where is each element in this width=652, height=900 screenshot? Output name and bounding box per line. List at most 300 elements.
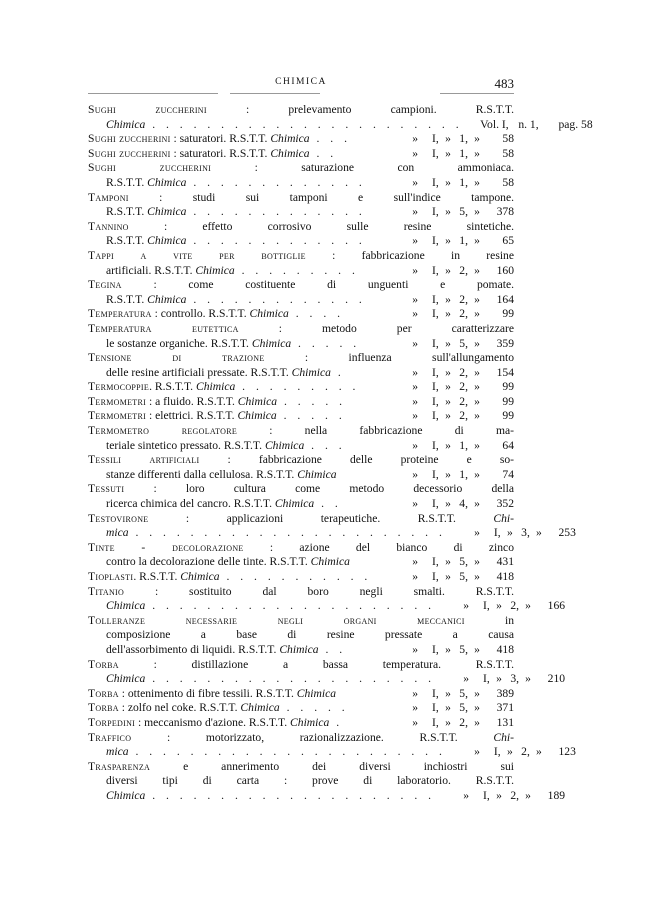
leader-dots: . . . — [304, 438, 346, 452]
issue-number: 2, — [459, 307, 468, 321]
volume-number: I, — [432, 686, 439, 700]
entry-line — [88, 337, 514, 352]
leader-dots: . . . . . . . . . . . . . — [186, 292, 366, 306]
entry-text — [88, 409, 384, 424]
entry-heading: Sughi zuccherini — [88, 103, 207, 116]
ditto-mark: » — [445, 497, 451, 511]
entry-text — [88, 220, 514, 235]
leader-dots: . . . . . . . . . . . . . — [186, 234, 366, 248]
entry-text — [88, 672, 435, 687]
volume-reference — [384, 468, 514, 483]
entry-description: : meccanismo d'azione. R.S.T.T. — [135, 715, 291, 729]
entry-line — [88, 439, 514, 454]
page-reference: 99 — [502, 394, 514, 408]
leader-dots: . . — [314, 497, 342, 511]
entry-line — [88, 672, 566, 687]
index-entry — [88, 584, 566, 614]
leader-dots: . . . . . . . . . . . . . . . . . . . . . — [145, 672, 436, 686]
entry-line — [88, 731, 514, 746]
entry-description: : distillazione a bassa temperatura. R.S.T.T. — [118, 657, 514, 671]
volume-number: I, — [432, 497, 439, 511]
spacer — [418, 293, 432, 308]
page-reference: 99 — [502, 380, 514, 394]
index-entry — [88, 657, 566, 687]
page-reference: 74 — [502, 467, 514, 481]
ditto-mark: » — [412, 570, 418, 583]
entry-text — [88, 599, 435, 614]
volume-reference — [384, 395, 514, 410]
volume-reference — [384, 366, 514, 381]
entry-text — [88, 337, 384, 352]
page-reference: 418 — [496, 570, 514, 583]
page-reference: 64 — [502, 438, 514, 452]
journal-name: Chimica — [106, 599, 146, 613]
journal-name: Chimica — [270, 132, 310, 146]
entry-heading: Tamponi — [88, 190, 129, 204]
ditto-mark: » — [412, 467, 418, 481]
entry-description: R.S.T.T. — [106, 292, 148, 306]
entry-text — [88, 716, 384, 731]
index-entry — [88, 614, 514, 658]
ditto-mark: » — [474, 365, 480, 379]
volume-number: I, — [493, 526, 501, 540]
index-entry — [88, 511, 576, 541]
entry-description: composizione a base di resine pressate a causa — [106, 628, 514, 642]
entry-description: . R.S.T.T. — [133, 570, 181, 583]
ditto-mark: » — [412, 205, 418, 219]
entry-text — [88, 701, 384, 716]
spacer — [418, 366, 432, 381]
entry-heading: Sughi zuccherini — [88, 161, 212, 175]
ditto-mark: » — [474, 292, 480, 306]
ditto-mark: » — [506, 526, 513, 540]
entry-heading: Torpedini — [88, 715, 136, 729]
ditto-mark: » — [412, 234, 418, 248]
page-reference: 131 — [496, 715, 514, 729]
leader-dots: . . . . . . . . . . . . . — [186, 175, 366, 189]
spacer — [418, 468, 432, 483]
ditto-mark: » — [535, 526, 542, 540]
entry-heading: Termocoppie — [88, 380, 150, 394]
volume-number: I, — [432, 570, 439, 583]
index-entries — [88, 103, 593, 804]
entry-line — [88, 249, 514, 264]
entry-description: : saturazione con ammoniaca. — [211, 161, 514, 175]
page-reference: 389 — [496, 686, 514, 700]
ditto-mark: » — [412, 175, 418, 189]
ditto-mark: » — [412, 146, 418, 160]
ditto-mark: » — [445, 642, 451, 656]
journal-name: Chimica — [264, 438, 305, 452]
spacer — [469, 599, 483, 614]
entry-heading: Termometri — [88, 394, 147, 408]
volume-number: I, — [432, 394, 439, 408]
spacer — [418, 570, 432, 585]
entry-text — [88, 439, 384, 454]
entry-line — [88, 117, 593, 133]
journal-name: Chimica — [147, 205, 187, 219]
volume-reference — [384, 643, 514, 658]
journal-name: Chimica — [106, 672, 146, 686]
entry-line — [88, 658, 514, 673]
page-reference: 58 — [502, 146, 514, 160]
entry-text — [88, 176, 384, 191]
volume-number: I, — [432, 146, 439, 160]
entry-text — [88, 147, 384, 162]
entry-text — [88, 526, 446, 541]
leader-dots: . . . . . . . . . — [234, 263, 359, 277]
leader-dots: . — [330, 365, 345, 379]
issue-number: 5, — [459, 555, 468, 569]
ditto-mark: » — [474, 146, 480, 160]
issue-number: 2, — [510, 599, 520, 613]
entry-text — [88, 395, 384, 410]
ditto-mark: » — [496, 599, 502, 613]
ditto-mark: » — [474, 336, 480, 350]
entry-text — [88, 774, 514, 789]
entry-description: in — [464, 613, 514, 627]
spacer — [469, 789, 483, 804]
ditto-mark: » — [535, 745, 542, 759]
entry-text — [88, 628, 514, 643]
entry-description: : saturatori. R.S.T.T. — [170, 132, 271, 146]
ditto-mark: » — [412, 307, 418, 321]
issue-number: 3, — [521, 526, 530, 540]
issue-number: 2, — [510, 788, 520, 802]
journal-name: Chimica — [279, 642, 319, 656]
entry-description: : prelevamento campioni. R.S.T.T. — [206, 103, 514, 116]
ditto-mark: » — [412, 380, 418, 394]
entry-line — [88, 322, 514, 337]
issue-number: 1, — [459, 175, 468, 189]
ditto-mark: » — [445, 701, 451, 715]
volume-number: I, — [432, 701, 439, 715]
entry-description: R.S.T.T. — [106, 234, 148, 248]
entry-line — [88, 497, 514, 512]
entry-line — [88, 512, 514, 527]
spacer — [418, 643, 432, 658]
index-entry — [88, 132, 514, 147]
leader-dots: . . — [309, 146, 338, 160]
ditto-mark: » — [463, 788, 470, 802]
entry-description: : come costituente di unguenti e pomate. — [121, 278, 514, 292]
entry-description: dell'assorbimento di liquidi. R.S.T.T. — [106, 642, 280, 656]
spacer — [418, 380, 432, 395]
journal-name: mica — [106, 745, 129, 759]
journal-name: Chimica — [237, 394, 278, 408]
ditto-mark: » — [474, 394, 480, 408]
volume-reference — [384, 555, 514, 570]
ditto-mark: » — [445, 205, 451, 219]
entry-line — [88, 468, 514, 483]
journal-name: Chimica — [147, 234, 187, 248]
entry-text — [88, 512, 514, 527]
leader-dots: . . . . . . . . . . . . . . . . . . . . . — [145, 788, 436, 802]
ditto-mark: » — [474, 438, 480, 452]
entry-text — [88, 541, 514, 556]
ditto-mark: » — [445, 263, 451, 277]
volume-reference — [384, 307, 514, 322]
volume-number: I, — [432, 234, 439, 248]
journal-name: Chimica — [249, 307, 289, 321]
index-entry — [88, 249, 514, 278]
page-number: 483 — [494, 76, 514, 91]
index-entry — [88, 716, 514, 731]
index-entry — [88, 541, 514, 570]
volume-reference — [384, 176, 514, 191]
issue-number: 1, — [459, 132, 468, 146]
volume-number: I, — [432, 175, 439, 189]
issue-number: 5, — [459, 570, 468, 583]
entry-heading: Temperatura eutettica — [88, 321, 239, 335]
entry-text — [88, 687, 384, 702]
ditto-mark: » — [463, 672, 470, 686]
ditto-mark: » — [474, 701, 480, 715]
volume-reference — [384, 264, 514, 279]
issue-number: 5, — [459, 205, 468, 219]
entry-line — [88, 628, 514, 643]
entry-text — [88, 643, 384, 658]
issue-number: 1, — [459, 438, 468, 452]
spacer — [469, 672, 483, 687]
entry-line — [88, 264, 514, 279]
volume-number: I, — [432, 642, 439, 656]
leader-dots: . . . . . — [291, 336, 361, 350]
entry-text — [88, 118, 463, 133]
entry-heading: Tessili artificiali — [88, 453, 200, 467]
page-reference: 160 — [496, 263, 514, 277]
journal-name: Chimica — [251, 336, 292, 350]
entry-heading: Torba — [88, 686, 119, 700]
entry-text — [88, 453, 514, 468]
index-entry — [88, 395, 514, 410]
entry-text — [88, 614, 514, 629]
entry-description: : studi sui tamponi e sull'indice tampone. — [128, 190, 514, 204]
volume-reference — [384, 716, 514, 731]
entry-description: : elettrici. R.S.T.T. — [146, 409, 238, 423]
issue-number: 2, — [459, 263, 468, 277]
entry-line — [88, 788, 566, 804]
ditto-mark: » — [445, 175, 451, 189]
ditto-mark: » — [445, 292, 451, 306]
spacer — [418, 701, 432, 716]
volume-reference — [384, 570, 514, 585]
issue-number: 2, — [521, 745, 530, 759]
entry-description: delle resine artificiali pressate. R.S.T.T. — [106, 365, 292, 379]
entry-line — [88, 351, 514, 366]
volume-reference — [384, 497, 514, 512]
leader-dots: . . . . — [288, 307, 345, 321]
volume-reference — [384, 205, 514, 220]
journal-name: Chimica — [180, 570, 220, 583]
volume-reference — [384, 147, 514, 162]
entry-heading: Tensione di trazione — [88, 351, 265, 365]
entry-text — [88, 322, 514, 337]
index-entry — [88, 701, 514, 716]
spacer — [418, 716, 432, 731]
ditto-mark: » — [506, 745, 513, 759]
page-reference: 359 — [496, 336, 514, 350]
journal-name: Chimica — [290, 715, 330, 729]
entry-text — [88, 351, 514, 366]
entry-heading: Traffico — [88, 730, 132, 744]
volume-reference — [384, 337, 514, 352]
ditto-mark: » — [412, 292, 418, 306]
entry-heading: Tinte - decolorazione — [88, 540, 244, 554]
entry-heading: Tessuti — [88, 482, 125, 496]
journal-name: Chimica — [291, 365, 331, 379]
journal-name: Chimica — [270, 146, 310, 160]
ditto-mark: » — [474, 642, 480, 656]
leader-dots: . — [329, 715, 344, 729]
page-reference: 58 — [502, 132, 514, 146]
entry-line — [88, 701, 514, 716]
page-reference: 58 — [502, 175, 514, 189]
ditto-mark: » — [525, 788, 531, 802]
spacer — [418, 147, 432, 162]
entry-heading: Tappi a vite per bottiglie — [88, 248, 306, 262]
journal-name: Chimica — [274, 497, 315, 511]
entry-line — [88, 366, 514, 381]
entry-description: R.S.T.T. — [106, 175, 148, 189]
entry-line — [88, 716, 514, 731]
entry-line — [88, 570, 514, 585]
ditto-mark: » — [412, 365, 418, 379]
leader-dots: . . — [318, 642, 347, 656]
leader-dots: . . . . . — [279, 701, 349, 715]
entry-description: : saturatori. R.S.T.T. — [170, 146, 271, 160]
entry-line — [88, 307, 514, 322]
entry-text — [88, 760, 514, 775]
spacer — [418, 555, 432, 570]
entry-line — [88, 293, 514, 308]
issue-number: 4, — [459, 497, 468, 511]
index-entry — [88, 161, 514, 190]
entry-line — [88, 774, 514, 789]
journal-name: Chimica — [240, 701, 280, 715]
entry-heading: Termometri — [88, 409, 147, 423]
index-entry — [88, 687, 514, 702]
entry-description: : azione del bianco di zinco — [243, 540, 514, 554]
page-reference: 418 — [496, 642, 514, 656]
index-entry — [88, 409, 514, 424]
entry-text — [88, 380, 384, 395]
ditto-mark: » — [474, 132, 480, 146]
entry-line — [88, 424, 514, 439]
entry-line — [88, 760, 514, 775]
page-reference: pag. 58 — [558, 117, 593, 131]
journal-name: Chimica — [147, 292, 187, 306]
journal-name: Chimica — [106, 788, 146, 802]
issue-number: 5, — [459, 336, 468, 350]
entry-text — [88, 731, 514, 746]
spacer — [418, 395, 432, 410]
entry-line — [88, 585, 514, 600]
volume-reference — [384, 234, 514, 249]
ditto-mark: » — [525, 672, 531, 686]
header-rule-left — [88, 93, 218, 94]
volume-reference — [384, 293, 514, 308]
ditto-mark: » — [412, 497, 418, 511]
entry-description: : nella fabbricazione di ma- — [237, 424, 514, 438]
page-reference: 371 — [496, 701, 514, 715]
entry-text — [88, 307, 384, 322]
entry-text — [88, 205, 384, 220]
spacer — [480, 526, 494, 541]
entry-description: : metodo per caratterizzare — [238, 321, 515, 335]
entry-text — [88, 497, 384, 512]
entry-line — [88, 745, 576, 760]
entry-line — [88, 643, 514, 658]
volume-reference — [435, 789, 565, 804]
entry-text — [88, 132, 384, 147]
ditto-mark: » — [445, 467, 451, 481]
ditto-mark: » — [474, 175, 480, 189]
entry-description: le sostanze organiche. R.S.T.T. — [106, 336, 252, 350]
entry-text — [88, 424, 514, 439]
ditto-mark: » — [463, 599, 470, 613]
entry-line — [88, 453, 514, 468]
journal-name: Chimica — [195, 263, 235, 277]
ditto-mark: » — [412, 263, 418, 277]
entry-line — [88, 220, 514, 235]
index-entry — [88, 570, 514, 585]
entry-text — [88, 555, 384, 570]
volume-number: I, — [432, 467, 439, 481]
ditto-mark: » — [445, 365, 451, 379]
issue-number: 2, — [459, 380, 468, 394]
entry-heading: Termometro regolatore — [88, 424, 238, 438]
spacer — [418, 132, 432, 147]
journal-name: Chi- — [493, 511, 514, 525]
index-entry — [88, 380, 514, 395]
entry-line — [88, 132, 514, 147]
spacer — [418, 307, 432, 322]
page-reference: 166 — [547, 599, 566, 613]
entry-heading: Sughi zuccherini — [88, 146, 171, 160]
entry-description: : fabbricazione in resine — [305, 248, 514, 262]
volume-reference — [384, 409, 514, 424]
issue-number: 5, — [459, 686, 468, 700]
volume-number: I, — [432, 409, 439, 423]
volume-number: I, — [432, 205, 439, 219]
entry-description: . R.S.T.T. — [149, 380, 196, 394]
entry-heading: Titanio — [88, 584, 125, 598]
header-rule-right — [440, 93, 514, 94]
index-entry — [88, 482, 514, 511]
index-entry — [88, 103, 593, 132]
spacer — [480, 745, 494, 760]
issue-number: 1, — [459, 234, 468, 248]
entry-text — [88, 249, 514, 264]
page-reference: 253 — [558, 526, 576, 540]
leader-dots: . . . . . — [276, 409, 346, 423]
entry-description: e annerimento dei diversi inchiostri sui — [150, 759, 514, 773]
index-entry — [88, 147, 514, 162]
spacer — [418, 687, 432, 702]
ditto-mark: » — [445, 686, 451, 700]
page-reference: 99 — [502, 307, 514, 321]
ditto-mark: » — [445, 146, 451, 160]
spacer — [418, 176, 432, 191]
entry-line — [88, 103, 514, 118]
entry-line — [88, 599, 566, 614]
issue-number: 2, — [459, 409, 468, 423]
leader-dots: . . . . . . . . . . . . . . . . . . . . . . . — [128, 526, 446, 540]
entry-description: : zolfo nel coke. R.S.T.T. — [118, 701, 241, 715]
entry-description: : sostituito dal boro negli smalti. R.S.T.T. — [124, 584, 514, 598]
issue-number: 2, — [459, 715, 468, 729]
